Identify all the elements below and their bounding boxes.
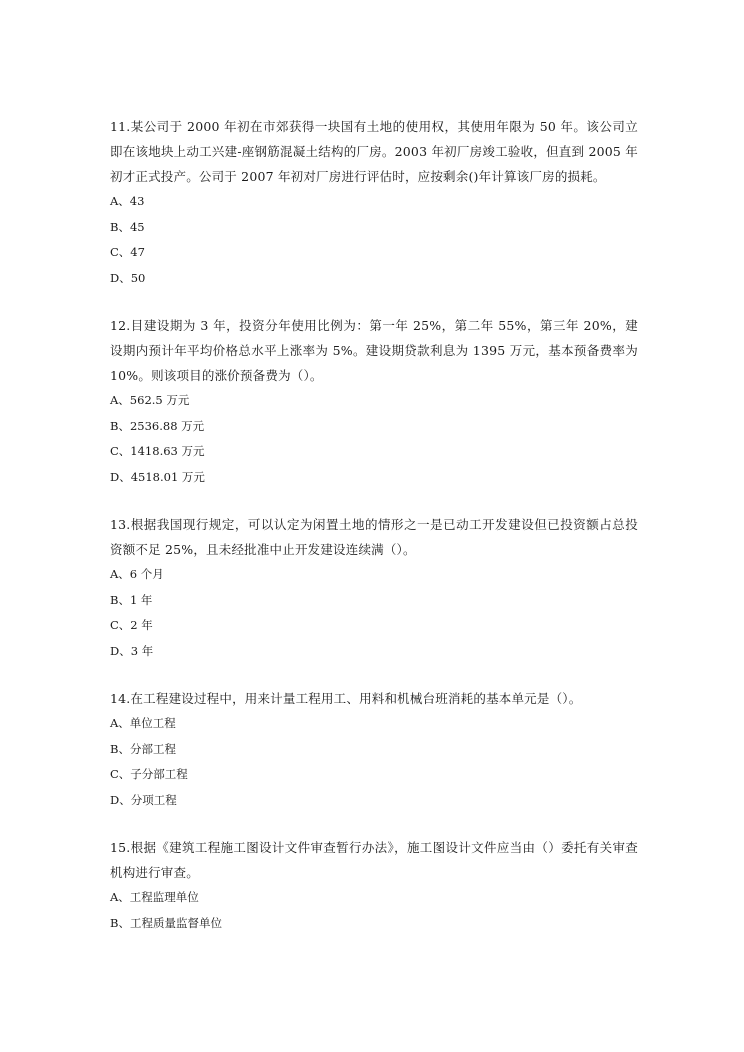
option-a: A、562.5 万元: [110, 393, 190, 407]
option-c: C、子分部工程: [110, 767, 188, 781]
question-stem: 12.目建设期为 3 年，投资分年使用比例为：第一年 25%，第二年 55%，第三年 20%，建设期内预计年平均价格总水平上涨率为 5%。建设期贷款利息为 1395 万元，基本预备费率为 10%。则该项目的涨价预备费为（）。: [110, 318, 638, 383]
option-a: A、工程监理单位: [110, 890, 199, 904]
option-d: D、分项工程: [110, 792, 177, 807]
option-b: B、分部工程: [110, 741, 176, 756]
option-a: A、单位工程: [110, 716, 176, 730]
option-a: A、6 个月: [110, 567, 164, 581]
question-stem: 15.根据《建筑工程施工图设计文件审查暂行办法》，施工图设计文件应当由（）委托有关审查机构进行审查。: [110, 840, 638, 880]
option-list: [110, 711, 638, 813]
option-b: B、工程质量监督单位: [110, 915, 222, 930]
option-d: D、4518.01 万元: [110, 469, 205, 484]
option-c: C、2 年: [110, 618, 153, 632]
question-list: [110, 114, 638, 958]
option-list: [110, 562, 638, 664]
question-11: [110, 114, 638, 291]
question-15: [110, 835, 638, 936]
option-a: A、43: [110, 194, 145, 208]
option-b: B、2536.88 万元: [110, 418, 205, 433]
question-stem: 14.在工程建设过程中，用来计量工程用工、用料和机械台班消耗的基本单元是（）。: [110, 691, 582, 706]
option-c: C、1418.63 万元: [110, 444, 205, 458]
question-stem: 11.某公司于 2000 年初在市郊获得一块国有土地的使用权，其使用年限为 50 年。该公司立即在该地块上动工兴建-座钢筋混凝土结构的厂房。2003 年初厂房竣工验收，但直到 2005 年初才正式投产。公司于 2007 年初对厂房进行评估时，应按剩余()年计算该厂房的损耗。: [110, 119, 638, 184]
option-list: [110, 885, 638, 936]
option-d: D、50: [110, 270, 146, 285]
question-14: [110, 686, 638, 813]
question-stem: 13.根据我国现行规定，可以认定为闲置土地的情形之一是已动工开发建设但已投资额占总投资额不足 25%，且未经批准中止开发建设连续满（）。: [110, 517, 638, 557]
option-c: C、47: [110, 245, 145, 259]
option-b: B、45: [110, 219, 145, 234]
option-d: D、3 年: [110, 643, 154, 658]
option-b: B、1 年: [110, 592, 153, 607]
question-12: [110, 313, 638, 490]
question-13: [110, 512, 638, 664]
option-list: [110, 388, 638, 490]
option-list: [110, 189, 638, 291]
